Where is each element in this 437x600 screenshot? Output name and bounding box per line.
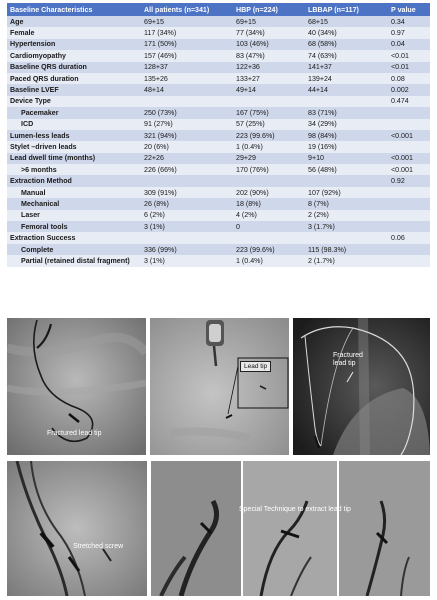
- cell-all-patients: 117 (34%): [141, 27, 233, 38]
- table-row: [7, 221, 430, 232]
- row-label: ICD: [7, 119, 141, 130]
- table-row: [7, 62, 430, 73]
- cell-p-value: [388, 210, 430, 221]
- cell-hbp: 77 (34%): [233, 27, 305, 38]
- cell-hbp: 1 (0.4%): [233, 255, 305, 266]
- row-label: Extraction Success: [7, 232, 141, 243]
- cell-lbbap: 9+10: [305, 153, 388, 164]
- table-row: [7, 96, 430, 107]
- cell-all-patients: 250 (73%): [141, 107, 233, 118]
- cell-p-value: 0.474: [388, 96, 430, 107]
- cell-all-patients: [141, 96, 233, 107]
- caption-stretched-screw: Stretched screw: [73, 543, 124, 550]
- table-row: [7, 198, 430, 209]
- table-row: [7, 27, 430, 38]
- row-label: Stylet –driven leads: [7, 141, 141, 152]
- cell-hbp: [233, 96, 305, 107]
- cell-lbbap: 3 (1.7%): [305, 221, 388, 232]
- cell-hbp: 170 (76%): [233, 164, 305, 175]
- cell-hbp: 223 (99.6%): [233, 244, 305, 255]
- cell-all-patients: 321 (94%): [141, 130, 233, 141]
- chest-xray-fractured-tip: [293, 318, 430, 455]
- cell-all-patients: 20 (6%): [141, 141, 233, 152]
- cell-p-value: 0.06: [388, 232, 430, 243]
- cell-hbp: 223 (99.6%): [233, 130, 305, 141]
- table-row: [7, 50, 430, 61]
- cell-lbbap: 2 (1.7%): [305, 255, 388, 266]
- table-row: [7, 255, 430, 266]
- cell-lbbap: [305, 96, 388, 107]
- cell-hbp: 1 (0.4%): [233, 141, 305, 152]
- row-label: Paced QRS duration: [7, 73, 141, 84]
- cell-lbbap: 98 (84%): [305, 130, 388, 141]
- cell-all-patients: 309 (91%): [141, 187, 233, 198]
- cell-hbp: 122+36: [233, 62, 305, 73]
- cell-lbbap: 115 (98.3%): [305, 244, 388, 255]
- cell-p-value: [388, 187, 430, 198]
- table-row: [7, 16, 430, 27]
- cell-p-value: [388, 221, 430, 232]
- cell-all-patients: 226 (66%): [141, 164, 233, 175]
- cell-hbp: [233, 232, 305, 243]
- row-label: Mechanical: [7, 198, 141, 209]
- cell-lbbap: [305, 232, 388, 243]
- cell-lbbap: 68 (58%): [305, 39, 388, 50]
- table-row: [7, 187, 430, 198]
- row-label: Hypertension: [7, 39, 141, 50]
- cell-lbbap: 56 (48%): [305, 164, 388, 175]
- row-label: Lead dwell time (months): [7, 153, 141, 164]
- cell-hbp: 167 (75%): [233, 107, 305, 118]
- cell-all-patients: 336 (99%): [141, 244, 233, 255]
- cell-lbbap: 44+14: [305, 84, 388, 95]
- cell-p-value: [388, 119, 430, 130]
- header-characteristic: Baseline Characteristics: [7, 3, 141, 16]
- cell-lbbap: [305, 175, 388, 186]
- cell-all-patients: 157 (46%): [141, 50, 233, 61]
- table-row: [7, 73, 430, 84]
- table-row: [7, 130, 430, 141]
- header-all-patients: All patients (n=341): [141, 3, 233, 16]
- table-row: [7, 153, 430, 164]
- row-label: Extraction Method: [7, 175, 141, 186]
- cell-p-value: 0.97: [388, 27, 430, 38]
- cell-hbp: 69+15: [233, 16, 305, 27]
- row-label: Manual: [7, 187, 141, 198]
- table-row: [7, 107, 430, 118]
- table-row: [7, 244, 430, 255]
- table-row: [7, 39, 430, 50]
- cell-all-patients: 48+14: [141, 84, 233, 95]
- cell-hbp: 49+14: [233, 84, 305, 95]
- cell-p-value: 0.34: [388, 16, 430, 27]
- cell-p-value: <0.001: [388, 130, 430, 141]
- cell-lbbap: 19 (16%): [305, 141, 388, 152]
- cell-all-patients: 26 (8%): [141, 198, 233, 209]
- cell-p-value: [388, 244, 430, 255]
- cell-all-patients: 6 (2%): [141, 210, 233, 221]
- row-label: Complete: [7, 244, 141, 255]
- cell-hbp: 4 (2%): [233, 210, 305, 221]
- row-label: Femoral tools: [7, 221, 141, 232]
- row-label: Baseline LVEF: [7, 84, 141, 95]
- cell-hbp: 0: [233, 221, 305, 232]
- cell-p-value: <0.01: [388, 62, 430, 73]
- cell-all-patients: 22+26: [141, 153, 233, 164]
- caption-lead-tip: Lead tip: [240, 361, 271, 372]
- table-row: [7, 164, 430, 175]
- cell-lbbap: 8 (7%): [305, 198, 388, 209]
- cell-p-value: <0.01: [388, 50, 430, 61]
- table-row: [7, 119, 430, 130]
- cell-all-patients: 171 (50%): [141, 39, 233, 50]
- baseline-table-wrap: [7, 3, 430, 267]
- cell-hbp: 83 (47%): [233, 50, 305, 61]
- cell-hbp: [233, 175, 305, 186]
- cell-p-value: 0.08: [388, 73, 430, 84]
- row-label: Lumen-less leads: [7, 130, 141, 141]
- header-p-value: P value: [388, 3, 430, 16]
- row-label: Device Type: [7, 96, 141, 107]
- fluoro-image-fractured-tip: [7, 318, 146, 455]
- cell-lbbap: 139+24: [305, 73, 388, 84]
- row-label: Partial (retained distal fragment): [7, 255, 141, 266]
- row-label: >6 months: [7, 164, 141, 175]
- cell-lbbap: 83 (71%): [305, 107, 388, 118]
- fluoro-sequence-special-technique: [151, 461, 430, 596]
- cell-lbbap: 141+37: [305, 62, 388, 73]
- row-label: Laser: [7, 210, 141, 221]
- table-row: [7, 232, 430, 243]
- caption-fractured-lead-tip-1: Fractured lead tip: [47, 430, 102, 437]
- baseline-characteristics-table: [7, 3, 430, 267]
- cell-lbbap: 34 (29%): [305, 119, 388, 130]
- row-label: Age: [7, 16, 141, 27]
- cell-all-patients: 3 (1%): [141, 255, 233, 266]
- header-hbp: HBP (n=224): [233, 3, 305, 16]
- cell-all-patients: 69+15: [141, 16, 233, 27]
- cell-hbp: 18 (8%): [233, 198, 305, 209]
- table-row: [7, 175, 430, 186]
- caption-fractured-lead-tip-3: Fractured lead tip: [333, 352, 363, 367]
- table-header-row: [7, 3, 430, 16]
- row-label: Female: [7, 27, 141, 38]
- cell-all-patients: [141, 232, 233, 243]
- cell-all-patients: 3 (1%): [141, 221, 233, 232]
- cell-hbp: 29+29: [233, 153, 305, 164]
- cell-p-value: 0.002: [388, 84, 430, 95]
- cell-p-value: [388, 198, 430, 209]
- cell-hbp: 103 (46%): [233, 39, 305, 50]
- caption-special-technique: Special Technique to extract lead tip: [239, 506, 351, 513]
- cell-hbp: 202 (90%): [233, 187, 305, 198]
- cell-lbbap: 107 (92%): [305, 187, 388, 198]
- cell-hbp: 133+27: [233, 73, 305, 84]
- cell-p-value: <0.001: [388, 153, 430, 164]
- header-lbbap: LBBAP (n=117): [305, 3, 388, 16]
- cell-lbbap: 2 (2%): [305, 210, 388, 221]
- cell-all-patients: 135+26: [141, 73, 233, 84]
- cell-p-value: [388, 255, 430, 266]
- cell-p-value: 0.04: [388, 39, 430, 50]
- cell-all-patients: 128+37: [141, 62, 233, 73]
- cell-lbbap: 68+15: [305, 16, 388, 27]
- cell-hbp: 57 (25%): [233, 119, 305, 130]
- cell-p-value: <0.001: [388, 164, 430, 175]
- cell-lbbap: 40 (34%): [305, 27, 388, 38]
- row-label: Cardiomyopathy: [7, 50, 141, 61]
- cell-p-value: [388, 141, 430, 152]
- cell-all-patients: 91 (27%): [141, 119, 233, 130]
- fluoro-image-stretched-screw: [7, 461, 147, 596]
- cell-p-value: 0.92: [388, 175, 430, 186]
- cell-lbbap: 74 (63%): [305, 50, 388, 61]
- table-row: [7, 210, 430, 221]
- row-label: Baseline QRS duration: [7, 62, 141, 73]
- fluoro-image-lead-tip: [150, 318, 289, 455]
- table-row: [7, 141, 430, 152]
- cell-all-patients: [141, 175, 233, 186]
- row-label: Pacemaker: [7, 107, 141, 118]
- cell-p-value: [388, 107, 430, 118]
- table-row: [7, 84, 430, 95]
